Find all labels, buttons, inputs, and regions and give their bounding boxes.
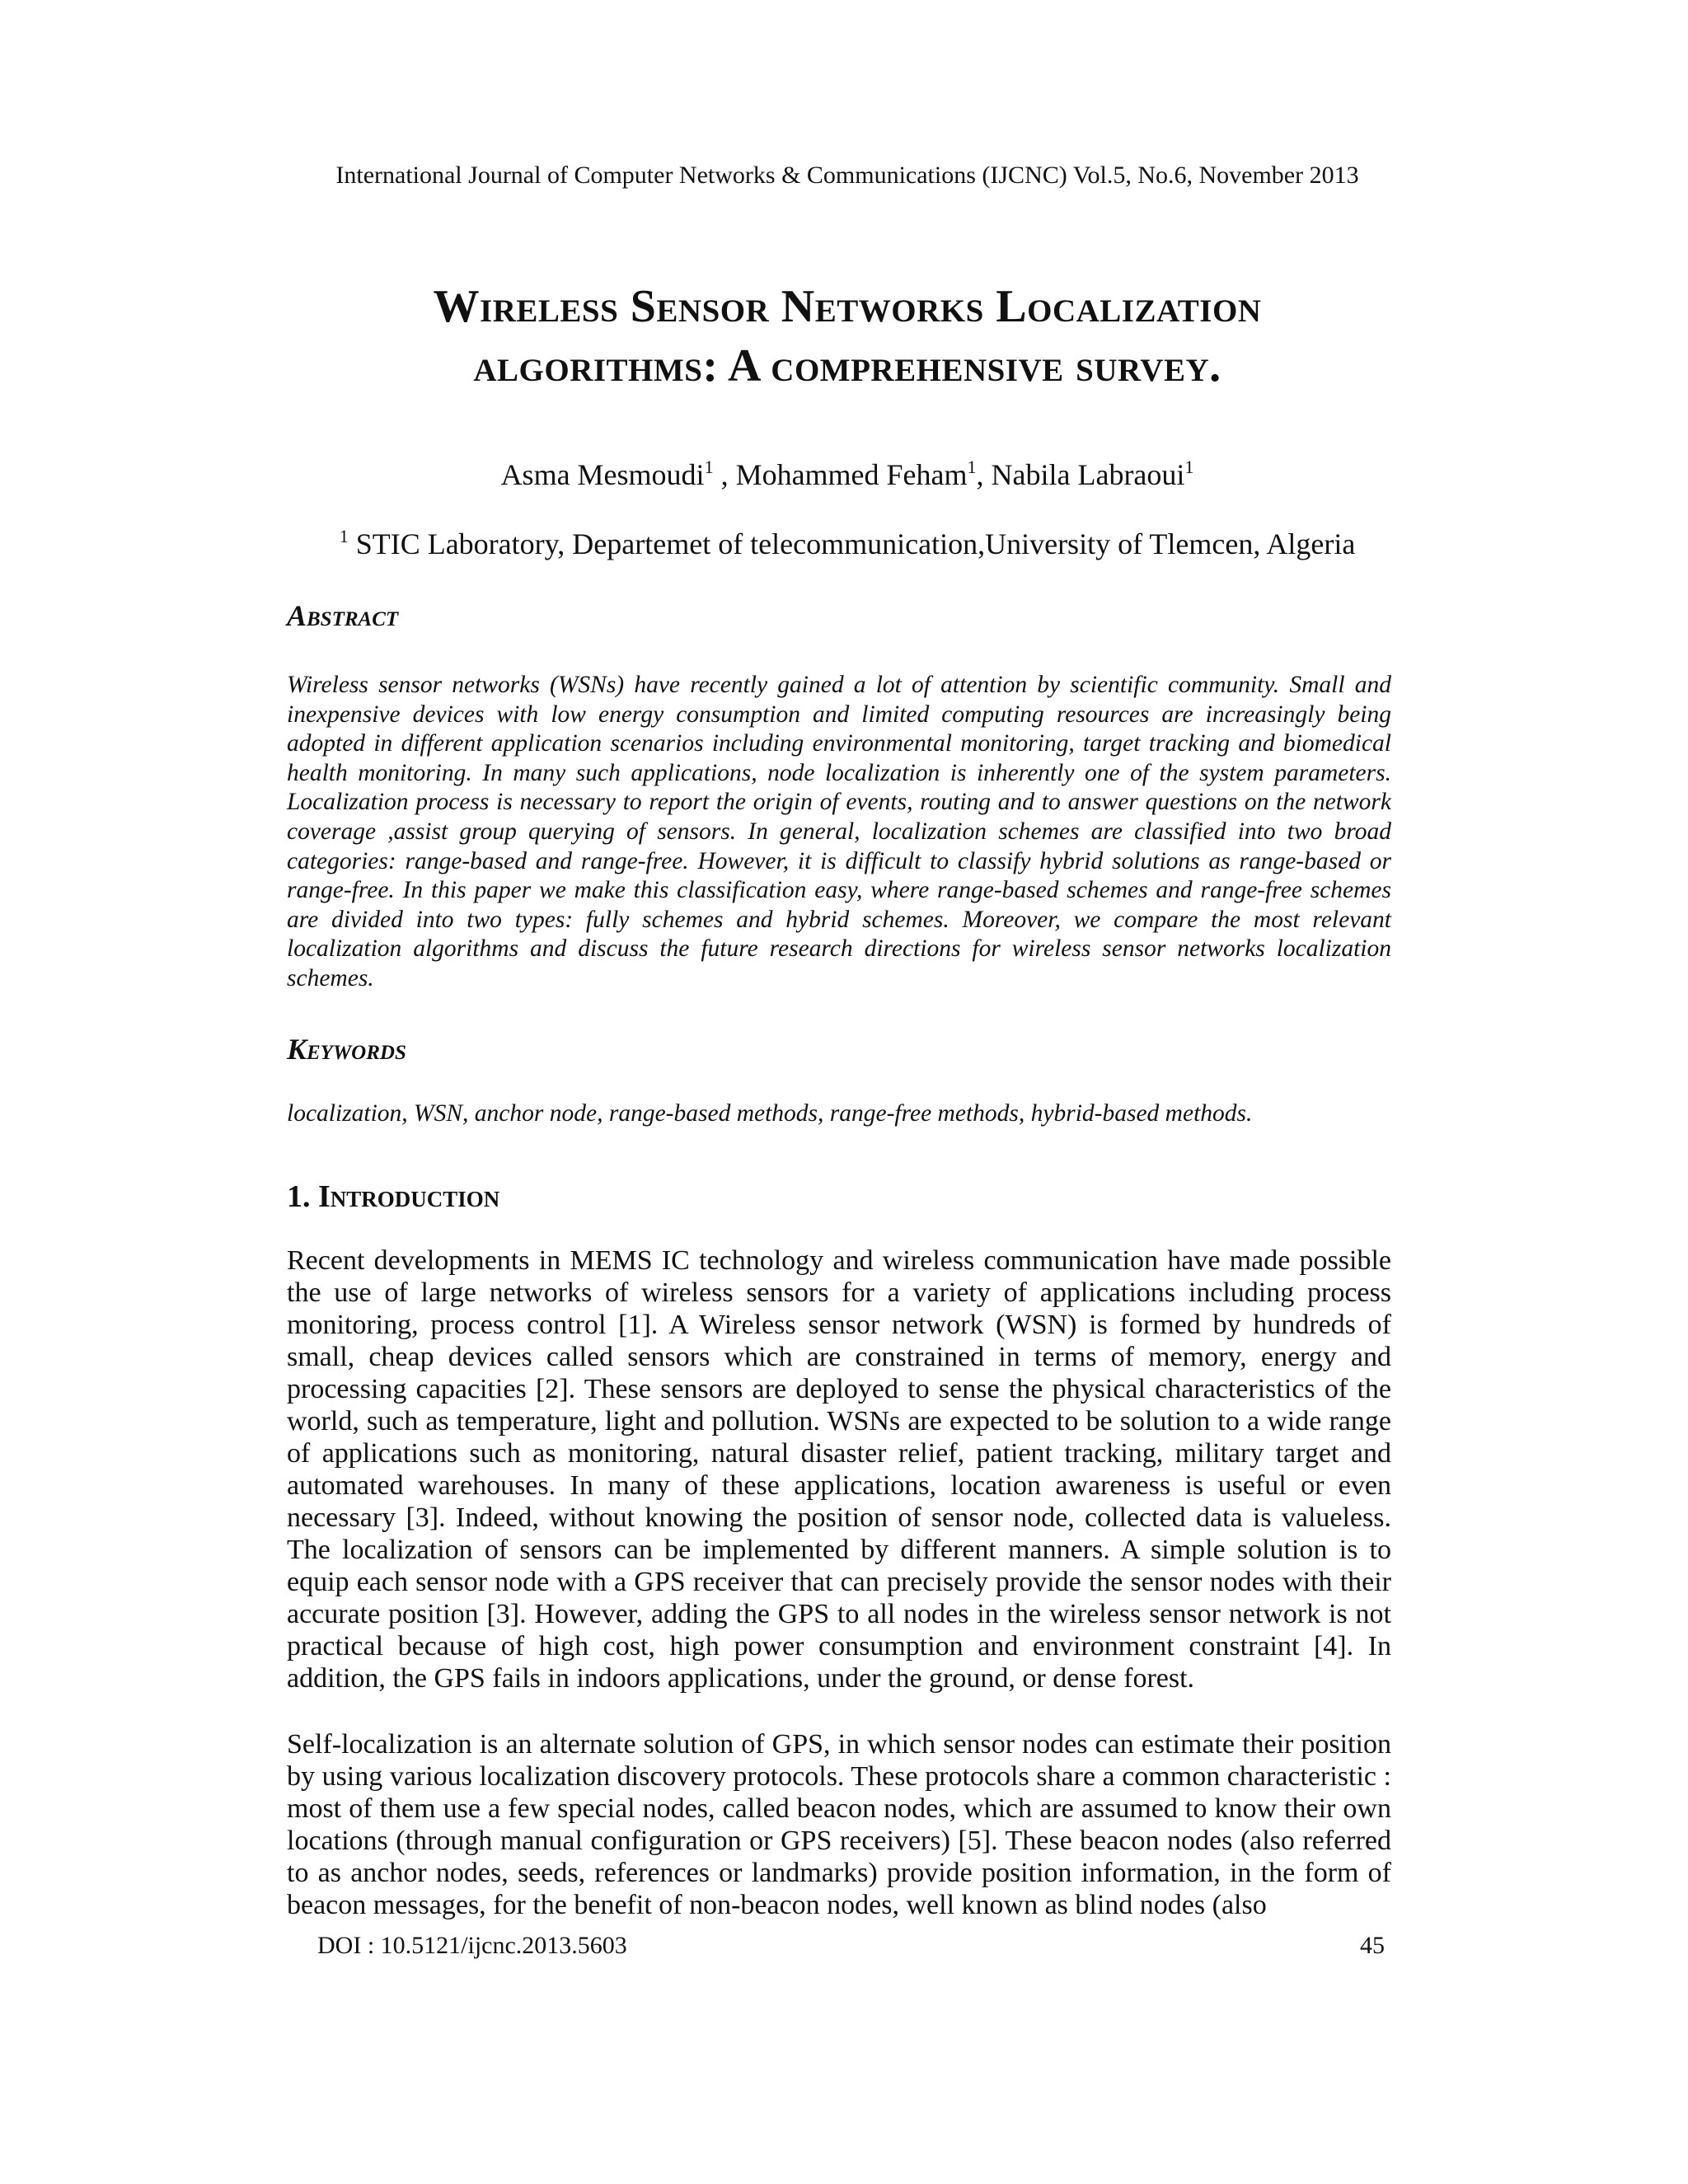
doi-footer: DOI : 10.5121/ijcnc.2013.5603 <box>317 1932 627 1959</box>
paper-title-line-1: Wireless Sensor Networks Localization <box>433 281 1262 332</box>
introduction-paragraph-1: Recent developments in MEMS IC technology and wireless communication have made possible the use of large networks of wireless sensors for a variety of applications including process monitoring, process control [1]. A Wireless sensor network (WSN) is formed by hundreds of small, cheap devices called sensors which are constrained in terms of memory, energy and processing capacities [2]. These sensors are deployed to sense the physical characteristics of the world, such as temperature, light and pollution. WSNs are expected to be solution to a wide range of applications such as monitoring, natural disaster relief, patient tracking, military target and automated warehouses. In many of these applications, location awareness is useful or even necessary [3]. Indeed, without knowing the position of sensor node, collected data is valueless. The localization of sensors can be implemented by different manners. A simple solution is to equip each sensor node with a GPS receiver that can precisely provide the sensor nodes with their accurate position [3]. However, adding the GPS to all nodes in the wireless sensor network is not practical because of high cost, high power consumption and environment constraint [4]. In addition, the GPS fails in indoors applications, under the ground, or dense forest. <box>287 1245 1391 1694</box>
affiliation-mark: 1 <box>339 526 349 546</box>
introduction-heading: 1. Introduction <box>287 1179 500 1214</box>
abstract-heading: Abstract <box>287 599 399 632</box>
introduction-paragraph-2: Self-localization is an alternate solution of GPS, in which sensor nodes can estimate their position by using various localization discovery protocols. These protocols share a common characteristic : most of them use a few special nodes, called beacon nodes, which are assumed to know their own locations (through manual configuration or GPS receivers) [5]. These beacon nodes (also referred to as anchor nodes, seeds, references or landmarks) provide position information, in the form of beacon messages, for the benefit of non-beacon nodes, well known as blind nodes (also <box>287 1729 1391 1920</box>
affiliation <box>287 526 1408 561</box>
affiliation-text: STIC Laboratory, Departemet of telecommunication,University of Tlemcen, Algeria <box>355 527 1356 560</box>
author-name: Asma Mesmoudi <box>500 458 705 491</box>
keywords-text: localization, WSN, anchor node, range-based methods, range-free methods, hybrid-based methods. <box>287 1100 1253 1127</box>
author-list: Asma Mesmoudi$^1$ , Mohammed Feham$^1$, Nabila Labraoui$^1$ <box>500 457 1194 491</box>
paper-title <box>287 277 1408 396</box>
author-name: Nabila Labraoui <box>991 458 1185 491</box>
journal-header: International Journal of Computer Networks & Communications (IJCNC) Vol.5, No.6, November 2013 <box>335 162 1359 189</box>
page-number: 45 <box>1360 1932 1385 1959</box>
keywords-heading: Keywords <box>287 1033 406 1066</box>
author-affiliation-mark: 1 <box>704 457 714 477</box>
paper-title-line-2: algorithms: A comprehensive survey. <box>473 340 1221 391</box>
author-name: Mohammed Feham <box>735 458 968 491</box>
author-affiliation-mark: 1 <box>1184 457 1194 477</box>
author-affiliation-mark: 1 <box>967 457 977 477</box>
abstract-text: Wireless sensor networks (WSNs) have recently gained a lot of attention by scientific community. Small and inexpensive devices with low energy consumption and limited computing resources are increasingly being adopted in different application scenarios including environmental monitoring, target tracking and biomedical health monitoring. In many such applications, node localization is inherently one of the system parameters. Localization process is necessary to report the origin of events, routing and to answer questions on the network coverage ,assist group querying of sensors. In general, localization schemes are classified into two broad categories: range-based and range-free. However, it is difficult to classify hybrid solutions as range-based or range-free. In this paper we make this classification easy, where range-based schemes and range-free schemes are divided into two types: fully schemes and hybrid schemes. Moreover, we compare the most relevant localization algorithms and discuss the future research directions for wireless sensor networks localization schemes. <box>287 672 1391 991</box>
